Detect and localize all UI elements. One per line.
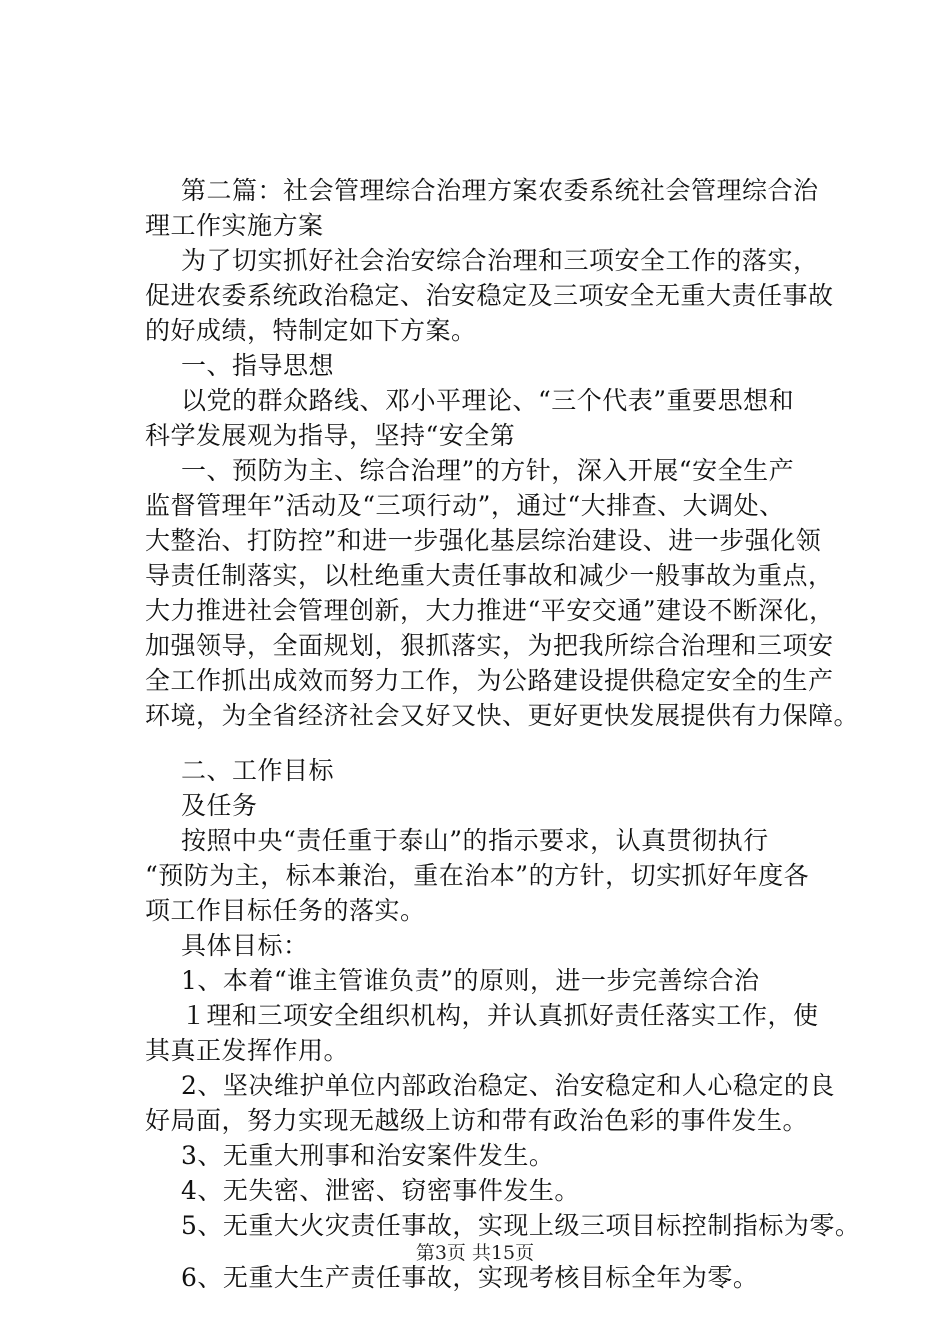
list-item: 6、无重大生产责任事故，实现考核目标全年为零。 (181, 1263, 759, 1292)
paragraph-line: 大力推进社会管理创新，大力推进“平安交通”建设不断深化， (145, 596, 835, 625)
section-heading-work-goals: 二、工作目标 (181, 756, 335, 785)
paragraph-line: “预防为主，标本兼治，重在治本”的方针，切实抓好年度各 (145, 861, 810, 890)
paragraph-line: 大整治、打防控”和进一步强化基层综治建设、进一步强化领 (145, 526, 822, 555)
paragraph-line: 为了切实抓好社会治安综合治理和三项安全工作的落实， (181, 246, 819, 275)
paragraph-line: 导责任制落实，以杜绝重大责任事故和减少一般事故为重点， (145, 561, 834, 590)
paragraph-line: 按照中央“责任重于泰山”的指示要求，认真贯彻执行 (181, 826, 769, 855)
paragraph-line: 促进农委系统政治稳定、治安稳定及三项安全无重大责任事故 (145, 281, 834, 310)
paragraph-line: 科学发展观为指导，坚持“安全第 (145, 421, 516, 450)
list-item: 1、本着“谁主管谁负责”的原则，进一步完善综合治 (181, 966, 760, 995)
subheading-specific-goals: 具体目标： (181, 931, 309, 960)
document-body (145, 173, 861, 1295)
list-item-continuation: 好局面，努力实现无越级上访和带有政治色彩的事件发生。 (145, 1106, 809, 1135)
paragraph-line: 以党的群众路线、邓小平理论、“三个代表”重要思想和 (181, 386, 795, 415)
paragraph-line: 加强领导，全面规划，狠抓落实，为把我所综合治理和三项安 (145, 631, 834, 660)
list-item: 2、坚决维护单位内部政治稳定、治安稳定和人心稳定的良 (181, 1071, 835, 1100)
list-item: 4、无失密、泄密、窃密事件发生。 (181, 1176, 580, 1205)
list-item-continuation: 其真正发挥作用。 (145, 1036, 350, 1065)
paragraph-line: 项工作目标任务的落实。 (145, 896, 426, 925)
paragraph-line: 全工作抓出成效而努力工作，为公路建设提供稳定安全的生产 (145, 666, 834, 695)
list-item: 5、无重大火灾责任事故，实现上级三项目标控制指标为零。 (181, 1211, 861, 1240)
title-line-2: 理工作实施方案 (145, 211, 324, 240)
section-heading-work-goals-cont: 及任务 (181, 791, 258, 820)
title-line-1: 第二篇：社会管理综合治理方案农委系统社会管理综合治 (181, 176, 819, 205)
section-heading-guiding-ideology: 一、指导思想 (181, 351, 335, 380)
paragraph-line: 环境，为全省经济社会又好又快、更好更快发展提供有力保障。 (145, 701, 860, 730)
paragraph-line: 一、预防为主、综合治理”的方针，深入开展“安全生产 (181, 456, 795, 485)
page-number-footer: 第3页 共15页 (415, 1242, 535, 1264)
list-item: 3、无重大刑事和治安案件发生。 (181, 1141, 555, 1170)
paragraph-line: 的好成绩，特制定如下方案。 (145, 316, 477, 345)
paragraph-line: 监督管理年”活动及“三项行动”，通过“大排查、大调处、 (145, 491, 785, 520)
list-item-continuation: １理和三项安全组织机构，并认真抓好责任落实工作，使 (181, 1001, 819, 1030)
